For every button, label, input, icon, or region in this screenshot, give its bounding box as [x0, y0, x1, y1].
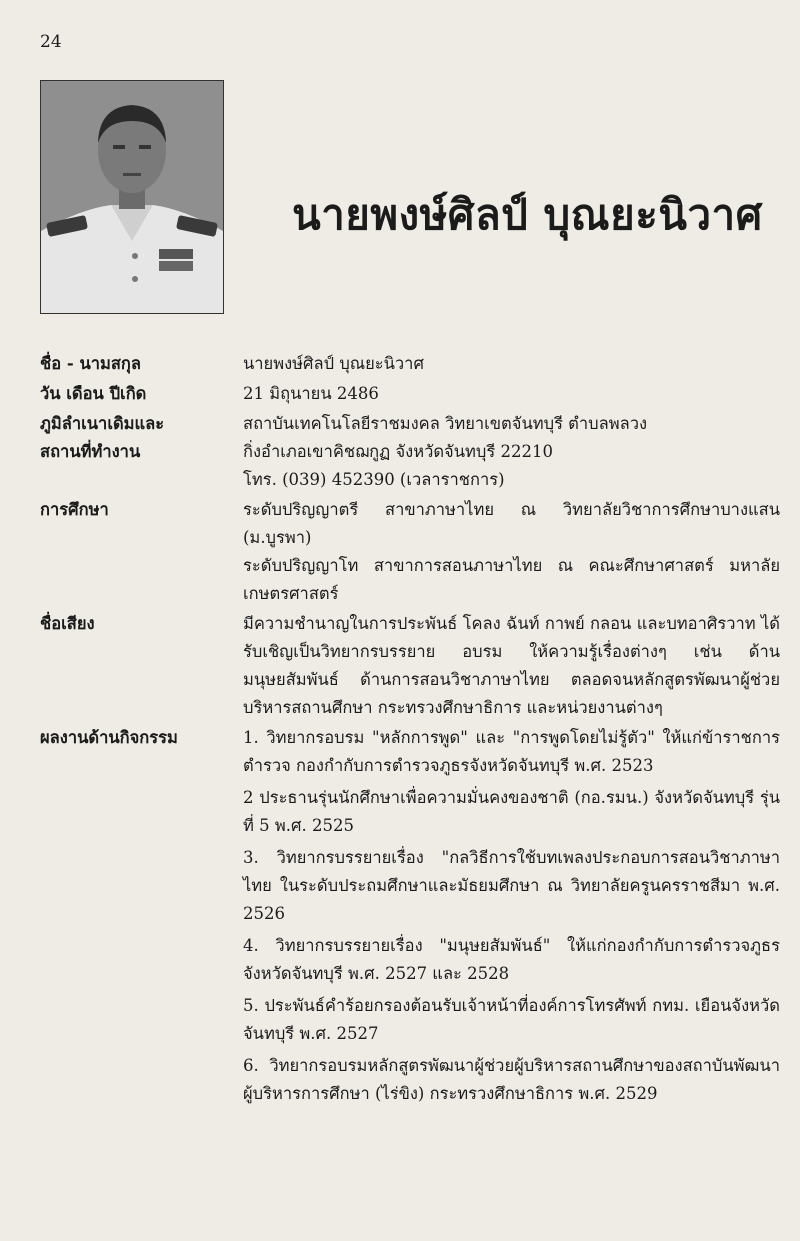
- address-line: สถาบันเทคโนโลยีราชมงคล วิทยาเขตจันทบุรี ตำบลพลวง: [243, 414, 648, 433]
- value-name: นายพงษ์ศิลป์ บุณยะนิวาศ: [243, 354, 424, 373]
- reputation-text: มีความชำนาญในการประพันธ์ โคลง ฉันท์ กาพย์ กลอน และบทอาศิรวาท ได้รับเชิญเป็นวิทยากรบรรยาย อบรม ให้ความรู้เรื่องต่างๆ เช่น ด้านมนุษยสัมพันธ์ ด้านการสอนวิชาภาษาไทย ตลอดจนหลักสูตรพัฒนาผู้ช่วยบริหารสถานศึกษา กระทรวงศึกษาธิการ และหน่วยงานต่างๆ: [243, 614, 780, 717]
- label-address: [40, 410, 243, 494]
- address-line: กิ่งอำเภอเขาคิชฌกูฏ จังหวัดจันทบุรี 22210: [243, 442, 553, 461]
- label-address-line-1: ภูมิลำเนาเดิมและ: [40, 414, 165, 433]
- label-birth: วัน เดือน ปีเกิด: [40, 384, 147, 403]
- row-birth: [40, 380, 780, 408]
- value-birth: 21 มิถุนายน 2486: [243, 384, 379, 403]
- row-activities: [40, 724, 780, 1112]
- portrait-photo-icon: [41, 81, 223, 313]
- activity-item: 2 ประธานรุ่นนักศึกษาเพื่อความมั่นคงของชาติ (กอ.รมน.) จังหวัดจันทบุรี รุ่นที่ 5 พ.ศ. 2525: [243, 788, 780, 835]
- label-education: การศึกษา: [40, 500, 109, 519]
- education-master: ระดับปริญญาโท สาขาการสอนภาษาไทย ณ คณะศึกษาศาสตร์ มหาลัยเกษตรศาสตร์: [243, 556, 780, 603]
- profile-table: [40, 350, 780, 1114]
- activity-item: 4. วิทยากรบรรยายเรื่อง "มนุษยสัมพันธ์" ให้แก่กองกำกับการตำรวจภูธรจังหวัดจันทบุรี พ.ศ. 2527 และ 2528: [243, 936, 780, 983]
- label-name: ชื่อ - นามสกุล: [40, 354, 142, 373]
- education-bachelor: ระดับปริญญาตรี สาขาภาษาไทย ณ วิทยาลัยวิชาการศึกษาบางแสน (ม.บูรพา): [243, 500, 780, 547]
- activity-item: 5. ประพันธ์คำร้อยกรองต้อนรับเจ้าหน้าที่องค์การโทรศัพท์ กทม. เยือนจังหวัดจันทบุรี พ.ศ. 2527: [243, 996, 780, 1043]
- row-reputation: [40, 610, 780, 722]
- label-reputation: ชื่อเสียง: [40, 614, 95, 633]
- page-number: 24: [40, 32, 62, 52]
- portrait-photo: [40, 80, 224, 314]
- address-phone: โทร. (039) 452390 (เวลาราชการ): [243, 470, 505, 489]
- activity-item: 6. วิทยากรอบรมหลักสูตรพัฒนาผู้ช่วยผู้บริหารสถานศึกษาของสถาบันพัฒนาผู้บริหารการศึกษา (ไร่ขิง) กระทรวงศึกษาธิการ พ.ศ. 2529: [243, 1056, 780, 1103]
- row-education: [40, 496, 780, 608]
- activity-item: 3. วิทยากรบรรยายเรื่อง "กลวิธีการใช้บทเพลงประกอบการสอนวิชาภาษาไทย ในระดับประถมศึกษาและมัธยมศึกษา ณ วิทยาลัยครูนครราชสีมา พ.ศ. 2526: [243, 848, 780, 923]
- row-address: [40, 410, 780, 494]
- label-address-line-2: สถานที่ทำงาน: [40, 442, 141, 461]
- person-name-title: นายพงษ์ศิลป์ บุณยะนิวาศ: [292, 190, 763, 239]
- row-name: [40, 350, 780, 378]
- activity-item: 1. วิทยากรอบรม "หลักการพูด" และ "การพูดโดยไม่รู้ตัว" ให้แก่ข้าราชการตำรวจ กองกำกับการตำรวจภูธรจังหวัดจันทบุรี พ.ศ. 2523: [243, 728, 780, 775]
- label-activities: ผลงานด้านกิจกรรม: [40, 728, 178, 747]
